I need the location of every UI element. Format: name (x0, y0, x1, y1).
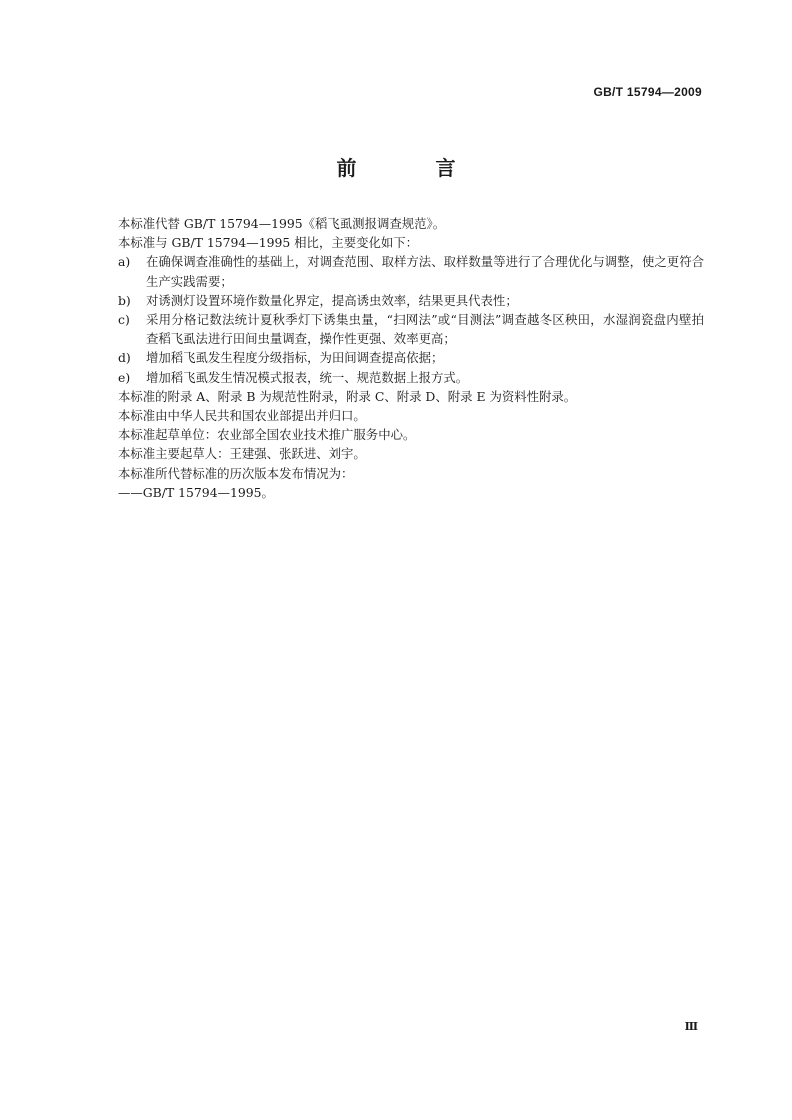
list-item (118, 310, 704, 348)
paragraph-appendices: 本标准的附录 A、附录 B 为规范性附录，附录 C、附录 D、附录 E 为资料性附录。 (118, 388, 577, 404)
list-item-text: 在确保调查准确性的基础上，对调查范围、取样方法、取样数量等进行了合理优化与调整，使之更符合生产实践需要； (146, 254, 704, 289)
list-item-text: 增加稻飞虱发生程度分级指标，为田间调查提高依据； (146, 350, 444, 366)
list-item (118, 252, 704, 290)
page-title: 前 言 (336, 156, 492, 180)
list-item-label: c) (118, 312, 130, 328)
paragraph-changes-intro: 本标准与 GB/T 15794—1995 相比，主要变化如下： (118, 235, 419, 251)
list-item-text: 采用分格记数法统计夏秋季灯下诱集虫量，“扫网法”或“目测法”调查越冬区秧田，水湿润瓷盘内壁拍查稻飞虱法进行田间虫量调查，操作性更强、效率更高； (146, 312, 704, 347)
paragraph-proposer: 本标准由中华人民共和国农业部提出并归口。 (118, 408, 366, 424)
page-number: Ⅲ (684, 1020, 698, 1033)
list-item-label: d) (118, 350, 131, 366)
list-item (118, 291, 704, 310)
foreword-body (118, 214, 704, 502)
paragraph-history-item: ——GB/T 15794—1995。 (118, 484, 274, 500)
list-item-label: b) (118, 292, 131, 308)
list-item-text: 增加稻飞虱发生情况模式报表，统一、规范数据上报方式。 (146, 369, 469, 385)
paragraph-drafters: 本标准主要起草人：王建强、张跃进、刘宇。 (118, 446, 366, 462)
paragraph-replacement: 本标准代替 GB/T 15794—1995《稻飞虱测报调查规范》。 (118, 216, 446, 231)
list-item-label: e) (118, 369, 131, 385)
list-item-label: a) (118, 254, 131, 270)
list-item (118, 348, 704, 367)
list-item-text: 对诱测灯设置环境作数量化界定，提高诱虫效率，结果更具代表性； (146, 292, 518, 308)
standard-code: GB/T 15794—2009 (593, 85, 702, 99)
paragraph-drafting-unit: 本标准起草单位：农业部全国农业技术推广服务中心。 (118, 427, 416, 443)
list-item (118, 368, 704, 387)
paragraph-history-intro: 本标准所代替标准的历次版本发布情况为： (118, 465, 354, 481)
